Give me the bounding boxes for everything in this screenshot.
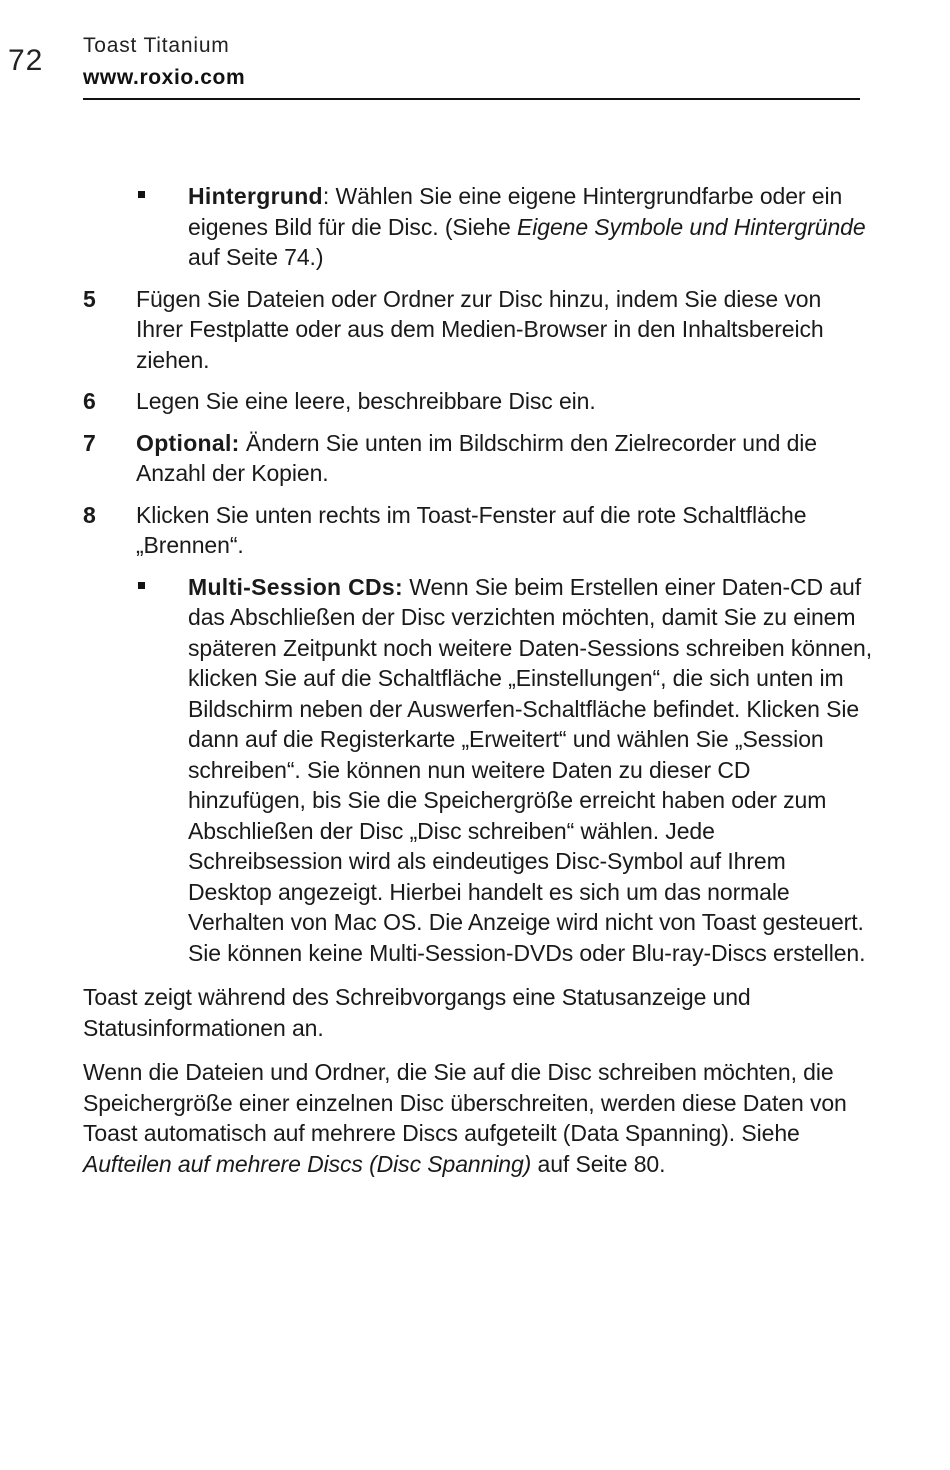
cross-reference-link[interactable]: Aufteilen auf mehrere Discs (Disc Spanning) [83, 1150, 532, 1177]
bullet-multisession [83, 572, 873, 969]
step-text: Fügen Sie Dateien oder Ordner zur Disc hinzu, indem Sie diese von Ihrer Festplatte oder aus dem Medien-Browser in den Inhaltsbereich ziehen. [136, 285, 824, 373]
header-url: www.roxio.com [83, 66, 246, 89]
bullet-sep: : [322, 183, 330, 209]
bullet-text: Wählen Sie eine eigene Hintergrundfarbe oder ein eigenes Bild für die Disc. (Siehe [188, 183, 843, 240]
bullet-text: Wenn Sie beim Erstellen einer Daten-CD auf das Abschließen der Disc verzichten möchten, damit Sie zu einem späteren Zeitpunkt noch weitere Daten-Sessions schreiben können, klicken Sie auf die Schaltfläche „Einstellungen“, die sich unten im Bildschirm neben der Auswerfen-Schaltfläche befindet. Klicken Sie dann auf die Registerkarte „Erweitert“ und wählen Sie „Session schreiben“. Sie können nun weitere Daten zu dieser CD hinzufügen, bis Sie die Speichergröße erreicht haben oder zum Abschließen der Disc „Disc schreiben“ wählen. Jede Schreibsession wird als eindeutiges Disc-Symbol auf Ihrem Desktop angezeigt. Hierbei handelt es sich um das normale Verhalten von Mac OS. Die Anzeige wird nicht von Toast gesteuert. Sie können keine Multi-Session-DVDs oder Blu-ray-Discs erstellen. [188, 573, 873, 966]
step-8 [83, 500, 873, 561]
header-rule [83, 98, 860, 100]
step-5 [83, 284, 873, 376]
bullet-square-icon [138, 191, 145, 198]
bullet-square-icon [138, 582, 145, 589]
bullet-background [83, 181, 873, 273]
paragraph-status: Toast zeigt während des Schreibvorgangs eine Statusanzeige und Statusinformationen an. [83, 984, 751, 1041]
paragraph-text: auf Seite 80. [531, 1150, 666, 1177]
step-text: Legen Sie eine leere, beschreibbare Disc ein. [136, 388, 596, 414]
bullet-term: Multi-Session CDs: [188, 573, 403, 600]
paragraph-text: Wenn die Dateien und Ordner, die Sie auf die Disc schreiben möchten, die Speichergröße einer einzelnen Disc überschreiten, werden diese Daten von Toast automatisch auf mehrere Discs aufgeteilt (Data Spanning). Siehe [83, 1059, 847, 1146]
step-6 [83, 386, 873, 417]
cross-reference-link[interactable]: Eigene Symbole und Hintergründe [517, 213, 866, 240]
bullet-term: Hintergrund [188, 183, 323, 209]
step-text: Klicken Sie unten rechts im Toast-Fenster auf die rote Schaltfläche „Brennen“. [136, 501, 807, 558]
page-number: 72 [8, 44, 44, 77]
paragraph-spanning [83, 1057, 873, 1179]
step-number: 5 [83, 285, 96, 312]
step-number: 7 [83, 429, 96, 456]
bullet-text: auf Seite 74.) [188, 244, 324, 270]
step-number: 6 [83, 388, 96, 414]
step-text: Ändern Sie unten im Bildschirm den Zielrecorder und die Anzahl der Kopien. [136, 429, 818, 486]
page-content [83, 181, 873, 1193]
step-term: Optional: [136, 429, 240, 456]
header-title: Toast Titanium [83, 34, 230, 57]
step-number: 8 [83, 501, 96, 528]
step-7 [83, 428, 873, 489]
